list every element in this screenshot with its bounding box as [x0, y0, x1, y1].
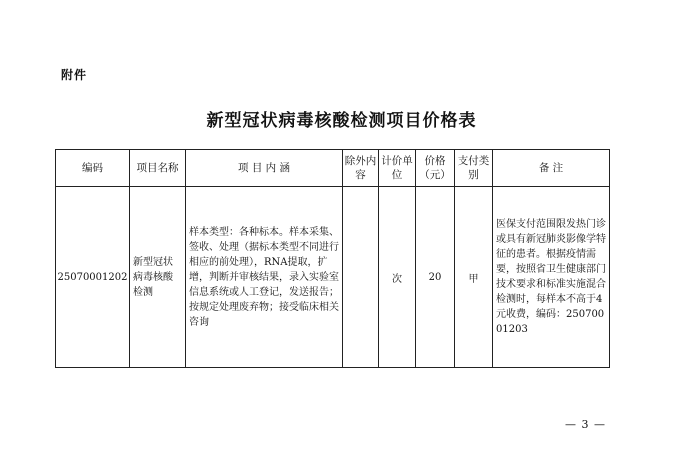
cell-payment: 甲	[455, 187, 493, 368]
header-payment: 支付类别	[455, 150, 493, 187]
cell-unit: 次	[379, 187, 416, 368]
attachment-label: 附件	[61, 68, 88, 82]
cell-code: 25070001202	[56, 187, 130, 368]
header-unit: 计价单位	[379, 150, 416, 187]
header-code: 编码	[56, 150, 130, 187]
header-name: 项目名称	[130, 150, 186, 187]
page-title: 新型冠状病毒核酸检测项目价格表	[206, 111, 477, 131]
cell-exclusions	[343, 187, 379, 368]
header-remarks: 备 注	[493, 150, 610, 187]
cell-name: 新型冠状病毒核酸检测	[130, 187, 186, 368]
table-header-row	[56, 150, 610, 187]
price-table	[55, 149, 610, 368]
header-exclusions: 除外内容	[343, 150, 379, 187]
page-number: — 3 —	[565, 418, 606, 431]
header-price: 价格（元）	[416, 150, 455, 187]
cell-remarks: 医保支付范围限发热门诊或具有新冠肺炎影像学特征的患者。根据疫情需要，按照省卫生健康部门技术要求和标准实施混合检测时，每样本不高于4元收费，编码：25070001203	[493, 187, 610, 368]
cell-content: 样本类型：各种标本。样本采集、签收、处理（据标本类型不同进行相应的前处理），RNA提取，扩增，判断并审核结果，录入实验室信息系统或人工登记，发送报告；按规定处理废弃物；接受临床相关咨询	[186, 187, 343, 368]
header-content: 项 目 内 涵	[186, 150, 343, 187]
cell-price: 20	[416, 187, 455, 368]
table-row	[56, 187, 610, 368]
